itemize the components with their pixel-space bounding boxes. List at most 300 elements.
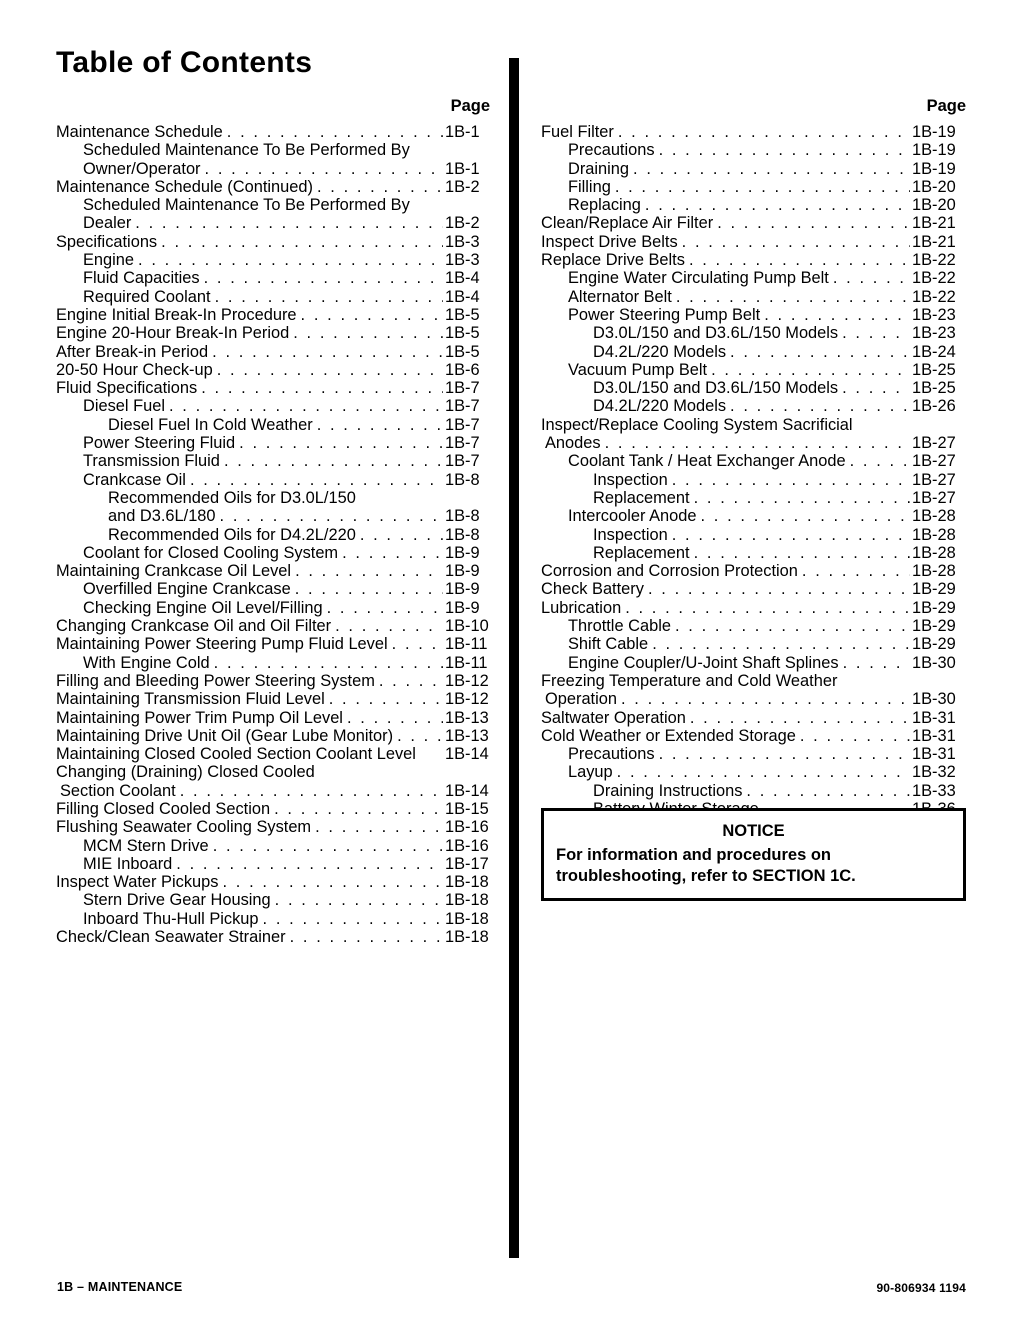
toc-entry-label: Filling and Bleeding Power Steering System [56, 671, 375, 690]
toc-entry[interactable] [56, 160, 492, 178]
toc-leader-dots [201, 379, 443, 397]
toc-entry-label: After Break-in Period [56, 342, 209, 361]
toc-entry[interactable] [56, 855, 492, 873]
toc-leader-dots [843, 654, 910, 672]
toc-entry-page-number: 1B-9 [445, 543, 480, 562]
toc-entry[interactable] [541, 580, 966, 598]
toc-entry-page-number: 1B-18 [445, 891, 489, 910]
toc-leader-dots [295, 580, 443, 598]
toc-entry-label: Dealer [83, 214, 132, 233]
toc-leader-dots [842, 324, 910, 342]
toc-entry-label: Fluid Specifications [56, 379, 198, 398]
toc-entry-page-number: 1B-21 [912, 214, 956, 233]
toc-entry-page-number: 1B-27 [912, 488, 956, 507]
toc-entry[interactable] [541, 526, 966, 544]
toc-entry-page-number: 1B-17 [445, 854, 489, 873]
notice-body: For information and procedures on troubleshooting, refer to SECTION 1C. [556, 846, 856, 885]
toc-entry-label: Maintenance Schedule [56, 123, 223, 141]
toc-entry[interactable] [541, 141, 966, 159]
toc-entry-page-number: 1B-21 [912, 232, 956, 251]
toc-entry[interactable] [56, 251, 492, 269]
toc-entry-page-number: 1B-8 [445, 507, 480, 526]
toc-entry-page-number: 1B-18 [445, 928, 489, 947]
toc-entry-label: Owner/Operator [83, 159, 201, 178]
toc-leader-dots [295, 562, 443, 580]
toc-entry-label: 20-50 Hour Check-up [56, 360, 213, 379]
toc-leader-dots [301, 306, 443, 324]
toc-leader-dots [689, 251, 910, 269]
toc-entry-page-number: 1B-5 [445, 342, 480, 361]
toc-entry[interactable] [56, 928, 492, 946]
toc-entry-label: D3.0L/150 and D3.6L/150 Models [593, 379, 839, 398]
toc-entry-page-number: 1B-25 [912, 379, 956, 398]
toc-entry-label: Scheduled Maintenance To Be Performed By [83, 141, 410, 160]
toc-entry[interactable] [541, 397, 966, 415]
toc-leader-dots [672, 526, 910, 544]
toc-entry-page-number: 1B-14 [445, 745, 489, 764]
toc-entry[interactable] [56, 544, 492, 562]
toc-leader-dots [842, 379, 910, 397]
toc-entry[interactable] [56, 672, 492, 690]
toc-leader-dots [161, 233, 443, 251]
toc-leader-dots [618, 123, 910, 141]
toc-entry[interactable] [541, 306, 966, 324]
toc-entry[interactable] [56, 306, 492, 324]
toc-leader-dots [317, 178, 443, 196]
toc-entry[interactable] [541, 214, 966, 232]
toc-entry-label: Replacement [593, 543, 690, 562]
toc-entry-page-number: 1B-29 [912, 617, 956, 636]
toc-entry[interactable] [541, 452, 966, 470]
toc-entry-page-number: 1B-29 [912, 580, 956, 599]
toc-entry[interactable] [56, 873, 492, 891]
toc-entry[interactable] [56, 452, 492, 470]
toc-leader-dots [217, 361, 443, 379]
toc-leader-dots [730, 397, 910, 415]
toc-entry-page-number: 1B-22 [912, 251, 956, 270]
toc-entry-page-number: 1B-3 [445, 251, 480, 270]
toc-entry[interactable] [541, 617, 966, 635]
toc-entry-page-number: 1B-27 [912, 434, 956, 453]
toc-entry-label: Engine Initial Break-In Procedure [56, 305, 297, 324]
toc-entry-label: Specifications [56, 232, 158, 251]
toc-entry[interactable] [56, 141, 492, 159]
toc-entry[interactable] [56, 800, 492, 818]
page-column-heading-left: Page [450, 97, 490, 115]
toc-entry-label: Power Steering Fluid [83, 434, 236, 453]
toc-entry-label: Inspect Drive Belts [541, 232, 678, 251]
toc-entry-label: Transmission Fluid [83, 452, 220, 471]
toc-leader-dots [205, 160, 443, 178]
toc-entry-page-number: 1B-28 [912, 543, 956, 562]
toc-entry[interactable] [56, 507, 492, 525]
toc-leader-dots [293, 324, 443, 342]
toc-entry-page-number: 1B-5 [445, 324, 480, 343]
toc-entry-page-number: 1B-28 [912, 525, 956, 544]
toc-entry-page-number: 1B-5 [445, 305, 480, 324]
toc-entry-label: Power Steering Pump Belt [568, 305, 761, 324]
toc-entry-label: Check Battery [541, 580, 644, 599]
toc-entry-page-number: 1B-3 [445, 232, 480, 251]
toc-entry[interactable] [56, 288, 492, 306]
toc-entry[interactable] [541, 123, 966, 141]
toc-entry[interactable] [56, 434, 492, 452]
toc-entry-page-number: 1B-16 [445, 818, 489, 837]
toc-entry-page-number: 1B-22 [912, 287, 956, 306]
toc-entry-page-number: 1B-19 [912, 123, 956, 141]
toc-entry-page-number: 1B-4 [445, 287, 480, 306]
toc-entry-page-number: 1B-19 [912, 141, 956, 160]
toc-leader-dots [214, 654, 443, 672]
toc-entry-label: and D3.6L/180 [108, 507, 216, 526]
toc-leader-dots [682, 233, 910, 251]
toc-entry-label: Inspect/Replace Cooling System Sacrificial [541, 415, 853, 434]
toc-entry[interactable] [541, 288, 966, 306]
toc-leader-dots [717, 214, 910, 232]
toc-leader-dots [659, 745, 910, 763]
toc-entry-page-number: 1B-20 [912, 177, 956, 196]
toc-entry[interactable] [56, 727, 492, 745]
toc-entry[interactable] [56, 891, 492, 909]
toc-entry-page-number: 1B-22 [912, 269, 956, 288]
toc-entry[interactable] [56, 709, 492, 727]
toc-entry-page-number: 1B-7 [445, 434, 480, 453]
footer-document-number: 90-806934 1194 [876, 1281, 966, 1295]
toc-leader-dots [617, 763, 910, 781]
toc-leader-dots [850, 452, 910, 470]
toc-leader-dots [605, 434, 910, 452]
toc-entry[interactable] [541, 654, 966, 672]
toc-entry-label: Vacuum Pump Belt [568, 360, 708, 379]
toc-leader-dots [275, 891, 443, 909]
notice-box [541, 808, 966, 901]
toc-entry-label: Section Coolant [60, 781, 176, 800]
toc-entry-label: Engine [83, 251, 135, 270]
toc-leader-dots [138, 251, 443, 269]
toc-entry[interactable] [56, 910, 492, 928]
toc-entry-label: Throttle Cable [568, 617, 671, 636]
toc-entry-label: Maintaining Crankcase Oil Level [56, 562, 292, 581]
toc-entry-label: MCM Stern Drive [83, 836, 209, 855]
toc-leader-dots [746, 782, 910, 800]
toc-entry-page-number: 1B-29 [912, 635, 956, 654]
toc-entry-label: Maintaining Transmission Fluid Level [56, 690, 325, 709]
toc-entry-label: Engine Water Circulating Pump Belt [568, 269, 829, 288]
toc-entry[interactable] [541, 361, 966, 379]
toc-entry[interactable] [56, 837, 492, 855]
toc-entry[interactable] [541, 562, 966, 580]
toc-entry[interactable] [56, 580, 492, 598]
toc-leader-dots [694, 544, 910, 562]
toc-entry[interactable] [56, 361, 492, 379]
toc-entry-label: Maintenance Schedule (Continued) [56, 177, 313, 196]
toc-entry[interactable] [541, 745, 966, 763]
toc-entry-label: Inspection [593, 525, 668, 544]
toc-leader-dots [360, 526, 443, 544]
toc-entry-label: Maintaining Drive Unit Oil (Gear Lube Monitor) [56, 726, 394, 745]
toc-list-left [56, 123, 492, 946]
toc-entry-label: Checking Engine Oil Level/Filling [83, 598, 323, 617]
toc-entry-label: Engine 20-Hour Break-In Period [56, 324, 290, 343]
toc-entry-page-number: 1B-13 [445, 726, 489, 745]
toc-entry-label: Alternator Belt [568, 287, 672, 306]
toc-leader-dots [700, 507, 910, 525]
toc-entry-page-number: 1B-16 [445, 836, 489, 855]
toc-entry[interactable] [541, 178, 966, 196]
toc-entry-label: Crankcase Oil [83, 470, 186, 489]
toc-entry[interactable] [541, 709, 966, 727]
toc-entry-page-number: 1B-32 [912, 763, 956, 782]
toc-entry-label: Coolant Tank / Heat Exchanger Anode [568, 452, 846, 471]
toc-entry-page-number: 1B-12 [445, 671, 489, 690]
toc-entry[interactable] [56, 471, 492, 489]
toc-entry-page-number: 1B-8 [445, 525, 480, 544]
toc-leader-dots [379, 672, 443, 690]
toc-entry[interactable] [541, 727, 966, 745]
toc-entry-page-number: 1B-28 [912, 562, 956, 581]
toc-entry[interactable] [541, 690, 966, 708]
toc-entry[interactable] [541, 233, 966, 251]
toc-entry-page-number: 1B-33 [912, 781, 956, 800]
toc-entry-page-number: 1B-24 [912, 342, 956, 361]
toc-entry-page-number: 1B-30 [912, 653, 956, 672]
toc-entry[interactable] [541, 196, 966, 214]
toc-leader-dots [833, 269, 910, 287]
toc-entry[interactable] [56, 635, 492, 653]
toc-leader-dots [213, 837, 443, 855]
toc-entry-label: Changing (Draining) Closed Cooled [56, 763, 315, 782]
toc-entry-page-number: 1B-2 [445, 214, 480, 233]
toc-leader-dots [263, 910, 443, 928]
toc-leader-dots [625, 599, 910, 617]
toc-entry-page-number: 1B-9 [445, 598, 480, 617]
toc-entry-label: Inboard Thu-Hull Pickup [83, 909, 259, 928]
toc-entry-page-number: 1B-26 [912, 397, 956, 416]
toc-entry-page-number: 1B-31 [912, 745, 956, 764]
toc-entry-label: Freezing Temperature and Cold Weather [541, 671, 838, 690]
toc-leader-dots [317, 416, 443, 434]
toc-entry-page-number: 1B-11 [445, 635, 488, 654]
toc-entry-label: Check/Clean Seawater Strainer [56, 928, 286, 947]
toc-leader-dots [335, 617, 443, 635]
toc-entry[interactable] [541, 416, 966, 434]
toc-column-left [56, 96, 492, 946]
toc-entry[interactable] [56, 818, 492, 836]
toc-entry[interactable] [541, 763, 966, 781]
toc-entry-label: Diesel Fuel In Cold Weather [108, 415, 313, 434]
toc-entry-label: Draining [568, 159, 630, 178]
toc-entry[interactable] [541, 544, 966, 562]
toc-entry-label: Diesel Fuel [83, 397, 165, 416]
toc-entry-page-number: 1B-25 [912, 360, 956, 379]
toc-entry-page-number: 1B-9 [445, 562, 480, 581]
toc-entry[interactable] [541, 251, 966, 269]
toc-list-right [541, 123, 966, 837]
toc-leader-dots [342, 544, 443, 562]
toc-leader-dots [215, 288, 443, 306]
toc-leader-dots [329, 690, 443, 708]
toc-leader-dots [274, 800, 443, 818]
toc-entry-label: Layup [568, 763, 613, 782]
toc-entry[interactable] [56, 782, 492, 800]
toc-entry-label: MIE Inboard [83, 854, 173, 873]
toc-entry[interactable] [56, 123, 492, 141]
toc-entry-page-number: 1B-27 [912, 470, 956, 489]
toc-entry-label: Lubrication [541, 598, 622, 617]
toc-entry-page-number: 1B-23 [912, 305, 956, 324]
toc-entry[interactable] [541, 489, 966, 507]
toc-entry-label: Stern Drive Gear Housing [83, 891, 271, 910]
toc-entry-page-number: 1B-8 [445, 470, 480, 489]
toc-entry-label: Fluid Capacities [83, 269, 200, 288]
toc-leader-dots [800, 727, 910, 745]
toc-entry-page-number: 1B-2 [445, 177, 480, 196]
toc-entry-label: Coolant for Closed Cooling System [83, 543, 339, 562]
toc-entry-label: Engine Coupler/U-Joint Shaft Splines [568, 653, 839, 672]
toc-leader-dots [615, 178, 910, 196]
toc-leader-dots [648, 580, 910, 598]
toc-entry-page-number: 1B-1 [445, 159, 480, 178]
toc-entry[interactable] [541, 269, 966, 287]
toc-entry[interactable] [56, 416, 492, 434]
toc-leader-dots [711, 361, 910, 379]
toc-entry[interactable] [541, 343, 966, 361]
toc-entry-page-number: 1B-7 [445, 397, 480, 416]
toc-leader-dots [802, 562, 910, 580]
toc-entry[interactable] [56, 617, 492, 635]
toc-entry[interactable] [541, 599, 966, 617]
toc-entry[interactable] [541, 782, 966, 800]
toc-leader-dots [204, 269, 443, 287]
toc-entry-label: Recommended Oils for D3.0L/150 [108, 488, 356, 507]
toc-entry-label: Saltwater Operation [541, 708, 686, 727]
toc-entry-page-number: 1B-7 [445, 452, 480, 471]
toc-leader-dots [764, 306, 910, 324]
toc-entry[interactable] [541, 635, 966, 653]
toc-leader-dots [633, 160, 910, 178]
toc-entry-label: Overfilled Engine Crankcase [83, 580, 291, 599]
footer-section-label: 1B – MAINTENANCE [57, 1280, 183, 1294]
toc-entry[interactable] [56, 562, 492, 580]
notice-title: NOTICE [722, 822, 785, 840]
toc-entry-page-number: 1B-28 [912, 507, 956, 526]
toc-entry-label: Filling Closed Cooled Section [56, 799, 271, 818]
toc-leader-dots [652, 635, 910, 653]
toc-entry[interactable] [56, 343, 492, 361]
toc-entry-label: Changing Crankcase Oil and Oil Filter [56, 617, 332, 636]
toc-entry-page-number: 1B-19 [912, 159, 956, 178]
toc-entry[interactable] [56, 526, 492, 544]
toc-entry-page-number: 1B-18 [445, 873, 489, 892]
page-column-heading-right: Page [926, 97, 966, 115]
toc-entry[interactable] [56, 196, 492, 214]
toc-entry-label: Inspect Water Pickups [56, 873, 219, 892]
toc-entry-page-number: 1B-9 [445, 580, 480, 599]
toc-entry[interactable] [56, 690, 492, 708]
toc-entry-label: Anodes [545, 434, 601, 453]
toc-entry-page-number: 1B-10 [445, 617, 489, 636]
toc-entry-label: Corrosion and Corrosion Protection [541, 562, 798, 581]
toc-leader-dots [239, 434, 443, 452]
toc-entry[interactable] [56, 654, 492, 672]
toc-entry-label: Cold Weather or Extended Storage [541, 726, 796, 745]
toc-entry-label: Inspection [593, 470, 668, 489]
toc-entry-page-number: 1B-6 [445, 360, 480, 379]
toc-entry-label: Maintaining Power Steering Pump Fluid Level [56, 635, 388, 654]
toc-entry-label: With Engine Cold [83, 653, 210, 672]
toc-leader-dots [290, 928, 443, 946]
toc-leader-dots [730, 343, 910, 361]
toc-entry[interactable] [541, 160, 966, 178]
toc-entry-page-number: 1B-29 [912, 598, 956, 617]
toc-entry-page-number: 1B-18 [445, 909, 489, 928]
toc-entry-label: D4.2L/220 Models [593, 397, 727, 416]
toc-leader-dots [176, 855, 443, 873]
toc-entry-page-number: 1B-15 [445, 799, 489, 818]
toc-leader-dots [392, 635, 443, 653]
toc-leader-dots [327, 599, 443, 617]
toc-entry[interactable] [56, 397, 492, 415]
toc-entry-page-number: 1B-20 [912, 196, 956, 215]
toc-entry-label: Replacing [568, 196, 641, 215]
toc-entry[interactable] [56, 489, 492, 507]
toc-entry[interactable] [541, 672, 966, 690]
toc-entry-label: Scheduled Maintenance To Be Performed By [83, 196, 410, 215]
toc-entry-label: Replacement [593, 488, 690, 507]
toc-entry[interactable] [541, 434, 966, 452]
toc-leader-dots [212, 343, 443, 361]
toc-entry-label: Recommended Oils for D4.2L/220 [108, 525, 356, 544]
toc-leader-dots [694, 489, 910, 507]
toc-leader-dots [676, 288, 910, 306]
toc-entry[interactable] [56, 379, 492, 397]
toc-entry[interactable] [541, 379, 966, 397]
toc-leader-dots [672, 471, 910, 489]
toc-entry-page-number: 1B-11 [445, 653, 488, 672]
toc-entry-page-number: 1B-7 [445, 415, 480, 434]
toc-entry[interactable] [541, 507, 966, 525]
toc-entry-label: Shift Cable [568, 635, 649, 654]
toc-leader-dots [220, 507, 443, 525]
toc-entry[interactable] [56, 233, 492, 251]
toc-entry[interactable] [56, 214, 492, 232]
toc-entry[interactable] [56, 763, 492, 781]
toc-entry-page-number: 1B-30 [912, 690, 956, 709]
toc-leader-dots [621, 690, 910, 708]
toc-entry-label: Intercooler Anode [568, 507, 697, 526]
toc-entry-label: Maintaining Closed Cooled Section Coolant Level [56, 745, 416, 764]
toc-leader-dots [315, 818, 443, 836]
toc-entry-page-number: 1B-7 [445, 379, 480, 398]
toc-entry[interactable] [56, 745, 492, 763]
toc-entry[interactable] [56, 178, 492, 196]
toc-entry-page-number: 1B-23 [912, 324, 956, 343]
toc-leader-dots [659, 141, 910, 159]
toc-leader-dots [224, 452, 443, 470]
toc-entry-label: Clean/Replace Air Filter [541, 214, 714, 233]
column-divider [509, 58, 519, 1258]
toc-entry[interactable] [541, 324, 966, 342]
toc-entry-label: Precautions [568, 141, 655, 160]
toc-entry[interactable] [56, 269, 492, 287]
toc-leader-dots [690, 709, 910, 727]
toc-entry-label: Precautions [568, 745, 655, 764]
toc-entry[interactable] [541, 471, 966, 489]
toc-entry-label: Maintaining Power Trim Pump Oil Level [56, 708, 343, 727]
toc-entry[interactable] [56, 599, 492, 617]
toc-column-right [541, 96, 966, 837]
toc-entry[interactable] [56, 324, 492, 342]
